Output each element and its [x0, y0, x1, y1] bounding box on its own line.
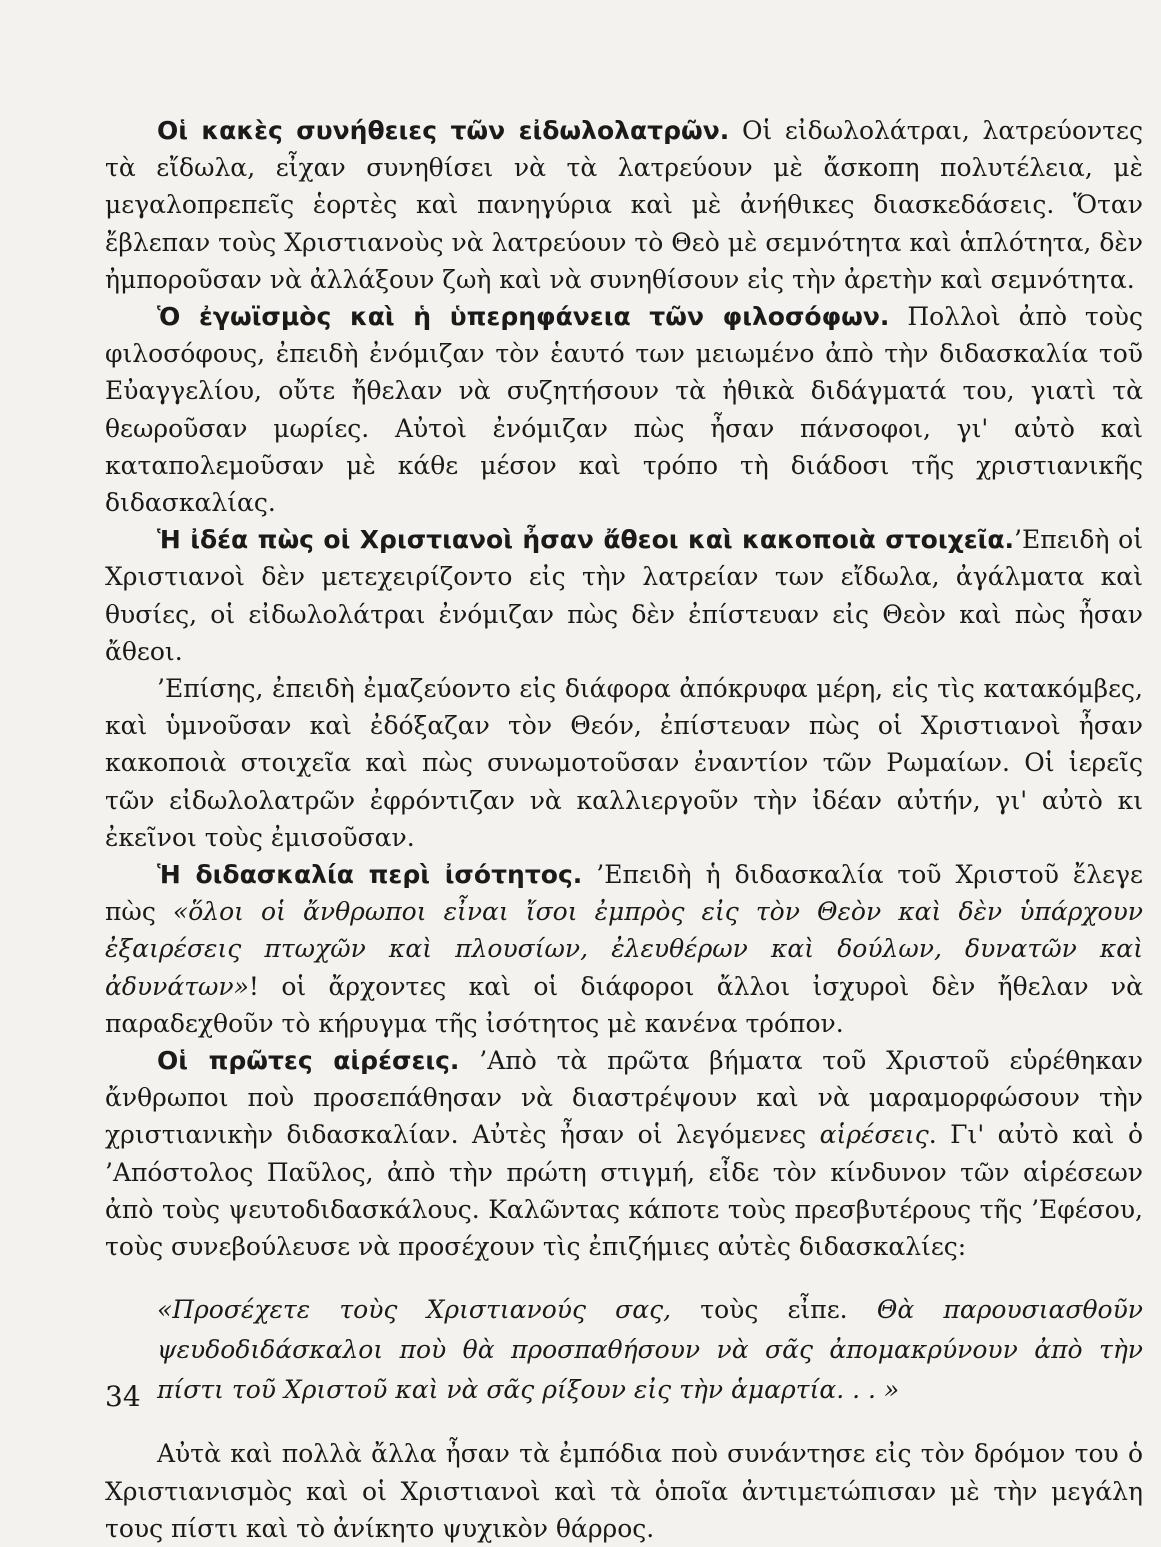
paragraph-equality: [105, 856, 1143, 1042]
text-heresies-before: ’Απὸ τὰ πρῶτα βήματα τοῦ Χριστοῦ εὑρέθηκαν ἄνθρωποι ποὺ προσεπάθησαν νὰ διαστρέψουν καὶ νὰ μαραμορφώσουν τὴν χριστιανικὴν διδασκαλίαν. Αὐτὲς ἦσαν οἱ λεγόμενες: [105, 1046, 1143, 1150]
block-quote-paul: [157, 1290, 1143, 1410]
heading-pagan-habits: Οἱ κακὲς συνήθειες τῶν εἰδωλολατρῶν.: [157, 116, 730, 145]
quote-part-3: Θὰ παρουσιασθοῦν ψευδοδιδάσκαλοι ποὺ θὰ προσπαθήσουν νὰ σᾶς ἀπομακρύνουν ἀπὸ τὴν πίστι τοῦ Χριστοῦ καὶ νὰ σᾶς ρίξουν εἰς τὴν ἁμαρτία. . . »: [157, 1295, 1143, 1405]
heading-atheists: Ἡ ἰδέα πὼς οἱ Χριστιανοὶ ἦσαν ἄθεοι καὶ κακοποιὰ στοιχεῖα.: [157, 525, 1015, 555]
heading-heresies: Οἱ πρῶτες αἱρέσεις.: [157, 1046, 460, 1076]
paragraph-closing: [105, 1435, 1143, 1547]
heading-philosophers: Ὁ ἐγωϊσμὸς καὶ ἡ ὑπερηφάνεια τῶν φιλοσόφων.: [157, 302, 890, 332]
paragraph-pagan-habits: [105, 112, 1143, 298]
text-gatherings: ’Επίσης, ἐπειδὴ ἐμαζεύοντο εἰς διάφορα ἀπόκρυφα μέρη, εἰς τὶς κατακόμβες, καὶ ὑμνοῦσαν καὶ ἐδόξαζαν τὸν Θεόν, ἐπίστευαν πὼς οἱ Χριστιανοὶ ἦσαν κακοποιὰ στοιχεῖα καὶ πὼς συνωμοτοῦσαν ἐναντίον τῶν Ρωμαίων. Οἱ ἱερεῖς τῶν εἰδωλολατρῶν ἐφρόντιζαν νὰ καλλιεργοῦν τὴν ἰδέαν αὐτήν, γι' αὐτὸ κι ἐκεῖνοι τοὺς ἐμισοῦσαν.: [105, 674, 1143, 852]
text-pagan-habits: Οἱ εἰδωλολάτραι, λατρεύοντες τὰ εἴδωλα, εἶχαν συνηθίσει νὰ τὰ λατρεύουν μὲ ἄσκοπη πολυτέλεια, μὲ μεγαλοπρεπεῖς ἑορτὲς καὶ πανηγύρια καὶ μὲ ἀνήθικες διασκεδάσεις. Ὅταν ἔβλεπαν τοὺς Χριστιανοὺς νὰ λατρεύουν τὸ Θεὸ μὲ σεμνότητα καὶ ἁπλότητα, δὲν ἠμποροῦσαν νὰ ἀλλάξουν ζωὴ καὶ νὰ συνηθίσουν εἰς τὴν ἀρετὴν καὶ σεμνότητα.: [105, 116, 1143, 294]
quote-part-1: «Προσέχετε τοὺς Χριστιανούς σας,: [157, 1295, 672, 1325]
term-heresies: αἱρέσεις: [819, 1120, 929, 1150]
paragraph-heresies: [105, 1042, 1143, 1265]
paragraph-atheists: [105, 521, 1143, 670]
quote-part-2: τοὺς εἶπε.: [671, 1295, 877, 1325]
page-number: 34: [105, 1380, 141, 1413]
quote-equality: «ὅλοι οἱ ἄνθρωποι εἶναι ἴσοι ἐμπρὸς εἰς τὸν Θεὸν καὶ δὲν ὑπάρχουν ἐξαιρέσεις πτωχῶν καὶ πλουσίων, ἐλευθέρων καὶ δούλων, δυνατῶν καὶ ἀδυνάτων»: [105, 897, 1144, 1001]
text-closing: Αὐτὰ καὶ πολλὰ ἄλλα ἦσαν τὰ ἐμπόδια ποὺ συνάντησε εἰς τὸν δρόμον του ὁ Χριστιανισμὸς καὶ οἱ Χριστιανοὶ καὶ τὰ ὁποῖα ἀντιμετώπισαν μὲ τὴν μεγάλη τους πίστι καὶ τὸ ἀνίκητο ψυχικὸν θάρρος.: [105, 1439, 1143, 1543]
text-equality-after: ! οἱ ἄρχοντες καὶ οἱ διάφοροι ἄλλοι ἰσχυροὶ δὲν ἤθελαν νὰ παραδεχθοῦν τὸ κήρυγμα τῆς ἰσότητος μὲ κανένα τρόπον.: [105, 971, 1143, 1038]
paragraph-gatherings: [105, 670, 1143, 856]
page-body: [105, 112, 1143, 1547]
text-equality-before: ’Επειδὴ ἡ διδασκαλία τοῦ Χριστοῦ ἔλεγε πὼς: [105, 860, 1143, 927]
text-heresies-after: . Γι' αὐτὸ καὶ ὁ ’Απόστολος Παῦλος, ἀπὸ τὴν πρώτη στιγμή, εἶδε τὸν κίνδυνον τῶν αἱρέσεων ἀπὸ τοὺς ψευτοδιδασκάλους. Καλῶντας κάποτε τοὺς πρεσβυτέρους τῆς ’Εφέσου, τοὺς συνεβούλευσε νὰ προσέχουν τὶς ἐπιζήμιες αὐτὲς διδασκαλίες:: [105, 1120, 1143, 1262]
text-atheists: ’Επειδὴ οἱ Χριστιανοὶ δὲν μετεχειρίζοντο εἰς τὴν λατρείαν των εἴδωλα, ἀγάλματα καὶ θυσίες, οἱ εἰδωλολάτραι ἐνόμιζαν πὼς δὲν ἐπίστευαν εἰς Θεὸν καὶ πὼς ἦσαν ἄθεοι.: [105, 525, 1143, 666]
paragraph-philosophers: [105, 298, 1143, 521]
heading-equality: Ἡ διδασκαλία περὶ ἰσότητος.: [157, 860, 583, 890]
text-philosophers: Πολλοὶ ἀπὸ τοὺς φιλοσόφους, ἐπειδὴ ἐνόμιζαν τὸν ἑαυτό των μειωμένο ἀπὸ τὴν διδασκαλία τοῦ Εὐαγγελίου, οὔτε ἤθελαν νὰ συζητήσουν τὰ ἠθικὰ διδάγματά του, γιατὶ τὰ θεωροῦσαν μωρίες. Αὐτοὶ ἐνόμιζαν πὼς ἦσαν πάνσοφοι, γι' αὐτὸ καὶ καταπολεμοῦσαν μὲ κάθε μέσον καὶ τρόπο τὴ διάδοσι τῆς χριστιανικῆς διδασκαλίας.: [105, 302, 1143, 518]
